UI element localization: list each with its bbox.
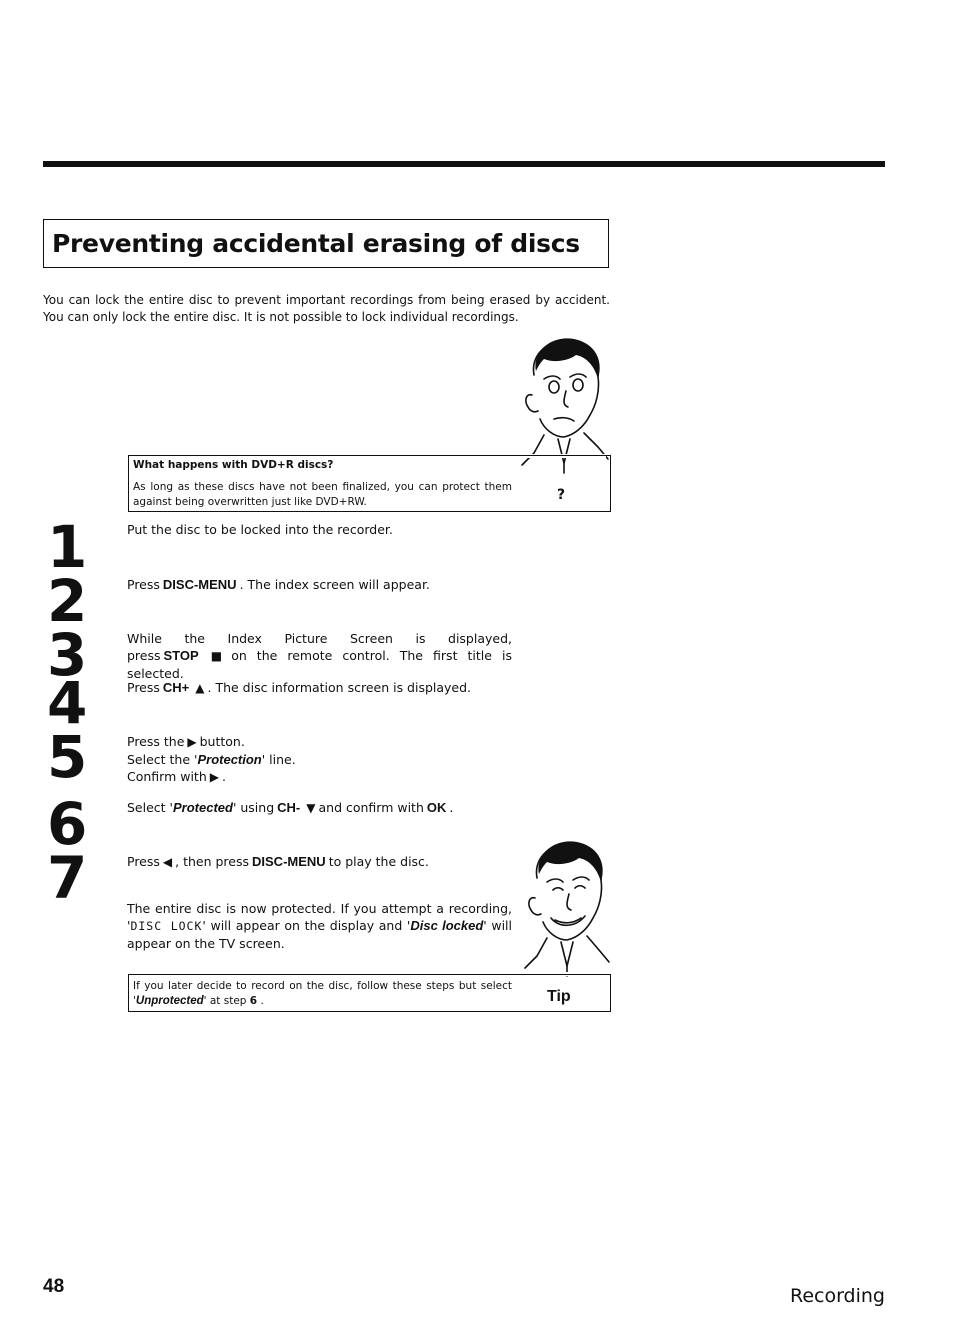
step-number-1: 1 [47,513,87,581]
page-number: 48 [43,1276,65,1297]
step-1-text: Put the disc to be locked into the recorder. [127,522,393,537]
question-mark: ? [557,487,566,503]
arrow-up-icon: ▲ [195,681,205,695]
dvd-r-note [128,455,611,512]
arrow-right-icon: ▶ [187,735,197,749]
ch-minus-key: CH- [277,800,301,815]
note-heading: What happens with DVD+R discs? [133,459,334,471]
tip-label: Tip [547,988,571,1005]
step-number-6: 6 [47,790,87,858]
stop-key: STOP [163,648,199,663]
step-4-text: Press CH+ ▲ . The disc information screen is displayed. [127,680,472,695]
page-title: Preventing accidental erasing of discs [52,229,580,258]
tip-box [128,974,611,1012]
step-number-3: 3 [47,621,87,689]
step-number-7: 7 [47,844,87,912]
protected-label: Protected [172,800,233,815]
arrow-left-icon: ◀ [162,855,173,869]
smiling-man-icon [519,838,611,978]
arrow-right-icon: ▶ [209,770,219,784]
step-number-2: 2 [47,567,87,635]
intro-paragraph: You can lock the entire disc to prevent important recordings from being erased by accident. You can only lock the entire disc. It is not possible to lock individual recordings. [43,293,610,324]
ch-plus-key: CH+ [162,680,190,695]
section-name: Recording [789,1285,885,1307]
step-7-text: Press ◀ , then press DISC-MENU to play the disc. [127,854,429,869]
step-6-text: Select 'Protected' using CH- ▼ and confirm with OK . [127,800,454,815]
tip-step-ref: 6 [249,995,258,1007]
unprotected-label: Unprotected [135,995,204,1007]
top-rule [43,161,885,167]
stop-icon: ■ [204,649,229,663]
step-number-5: 5 [47,723,87,791]
disc-locked-label: Disc locked [410,918,484,933]
disc-menu-key: DISC-MENU [252,854,326,869]
disc-menu-key: DISC-MENU [162,577,237,592]
step-2-text: Press DISC-MENU . The index screen will appear. [127,577,430,592]
arrow-down-icon: ▼ [306,801,316,815]
title-box [43,219,609,268]
step-3-text: While the Index Picture Screen is displayed, press STOP ■ on the remote control. The first title is selected. [127,631,512,681]
step-5-text: Press the ▶ button. Select the 'Protection' line. Confirm with ▶ . [127,734,296,784]
note-body: As long as these discs have not been finalized, you can protect them against being overwritten just like DVD+RW. [133,481,512,508]
protection-label: Protection [197,752,262,767]
result-text: The entire disc is now protected. If you attempt a recording, 'DISC LOCK' will appear on the display and 'Disc locked' will appear on the TV screen. [127,901,512,951]
ok-key: OK [426,800,447,815]
lcd-disc-lock: DISC LOCK [130,919,203,933]
step-number-4: 4 [47,669,87,737]
tip-text: If you later decide to record on the disc, follow these steps but select 'Unprotected' at step 6 . [133,980,512,1007]
